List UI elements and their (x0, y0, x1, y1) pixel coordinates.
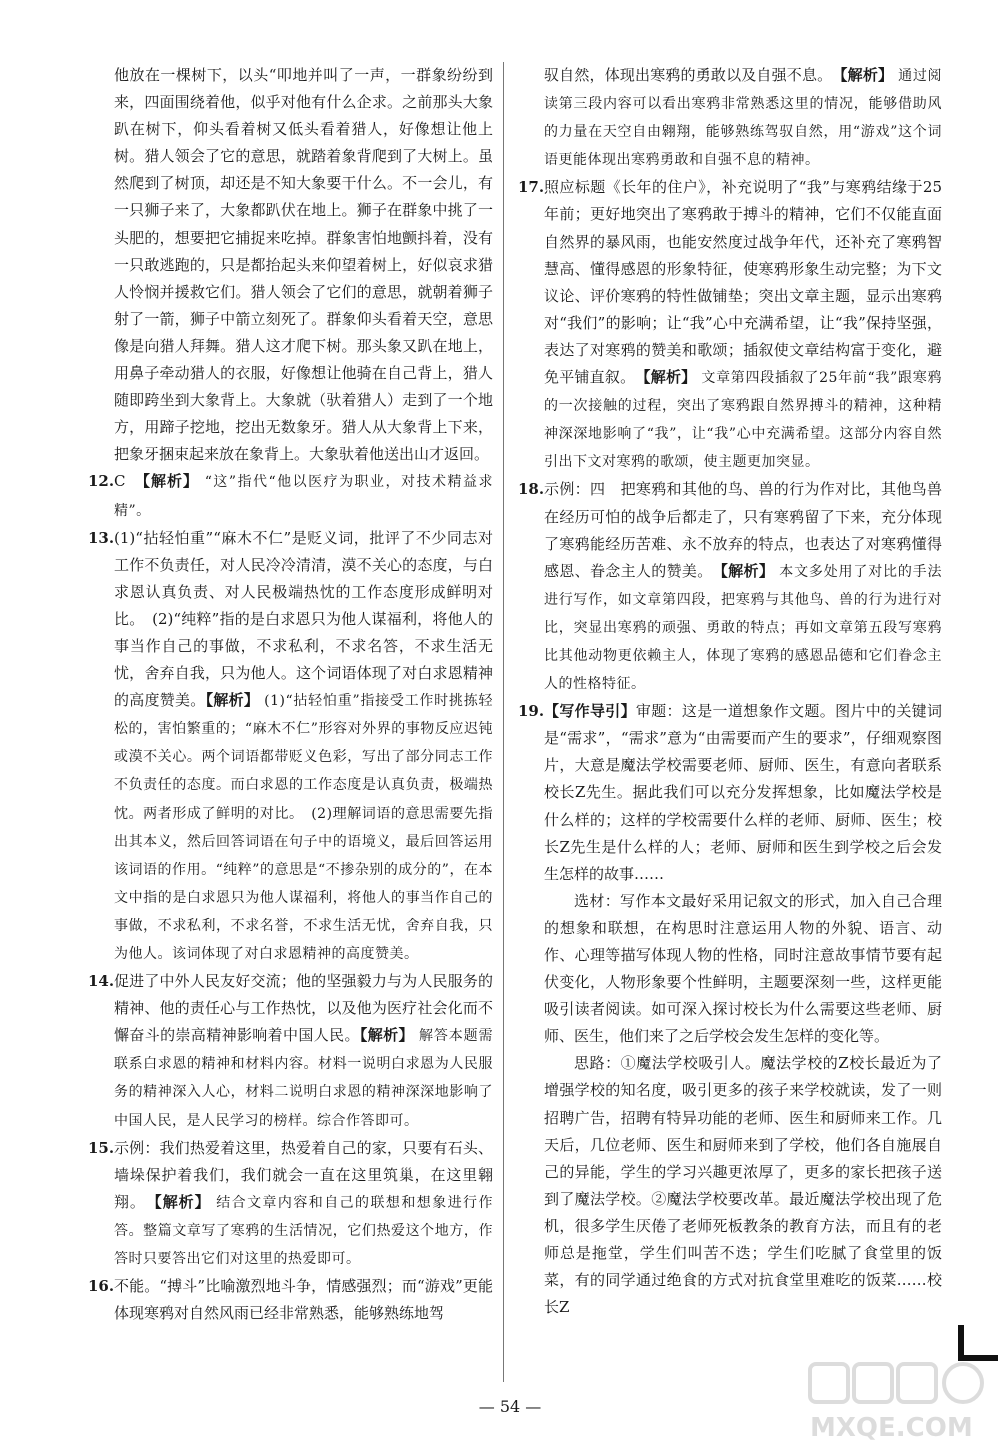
analysis-tag: 【解析】 (643, 368, 697, 387)
item-answer: C (114, 472, 126, 491)
analysis-text: 文章第四段插叙了25年前“我”跟寒鸦的一次接触的过程，突出了寒鸦跟自然界搏斗的精神，这种精神深深地影响了“我”，让“我”心中充满希望。这部分内容自然引出下文对寒鸦的歌颂，使主题更加突显。 (544, 370, 942, 471)
idea-paragraph (518, 1050, 942, 1321)
idea-text: ①魔法学校吸引人。魔法学校的Z校长最近为了增强学校的知名度，吸引更多的孩子来学校就读，发了一则招聘广告，招聘有特异功能的老师、医生和厨师来工作。几天后，几位老师、医生和厨师来到了学校，他们各自施展自己的异能，学生的学习兴趣更浓厚了，更多的家长把孩子送到了魔法学校。②魔法学校要改革。最近魔法学校出现了危机，很多学生厌倦了老师死板教条的教育方法，而且有的老师总是拖堂，学生们叫苦不迭；学生们吃腻了食堂里的饭菜，有的同学通过绝食的方式对抗食堂里难吃的饭菜……校长Z (544, 1054, 942, 1317)
analysis-tag: 【解析】 (142, 472, 199, 491)
item-number: 12. (88, 472, 115, 491)
analysis-tag: 【解析】 (720, 561, 775, 580)
item-number: 19. (518, 702, 545, 721)
answer-item-16 (88, 1273, 493, 1327)
writing-guide-tag: 【写作导引】 (544, 702, 636, 721)
right-column (518, 62, 942, 1321)
item-answer: 示例：我们热爱着这里，热爱着自己的家，只要有石头、墙垛保护着我们，我们就会一直在这里筑巢，在这里翱翔。 (114, 1138, 493, 1211)
item-answer: 照应标题《长年的住户》，补充说明了“我”与寒鸦结缘于25年前；更好地突出了寒鸦敢于搏斗的精神，它们不仅能直面自然界的暴风雨，也能安然度过战争年代，还补充了寒鸦智慧高、懂得感恩的形象特征，使寒鸦形象生动完整；为下文议论、评价寒鸦的特性做铺垫；突出文章主题，显示出寒鸦对“我们”的影响；让“我”心中充满希望，让“我”保持坚强，表达了对寒鸦的赞美和歌颂；插叙使文章结构富于变化，避免平铺直叙。 (544, 178, 942, 387)
analysis-tag: 【解析】 (205, 691, 260, 710)
item-answer: 驭自然，体现出寒鸦的勇敢以及自强不息。 (544, 66, 825, 84)
answer-item-15 (88, 1135, 493, 1273)
item-number: 15. (88, 1138, 115, 1157)
analysis-text: (1)“拈轻怕重”指接受工作时挑拣轻松的，害怕繁重的；“麻木不仁”形容对外界的事物反应迟钝或漠不关心。两个词语都带贬义色彩，写出了部分同志工作不负责任的态度。而白求恩的工作态度是认真负责，极端热忱。两者形成了鲜明的对比。 (2)理解词语的意思需要先指出其本义，然后回答词语在句子中的语境义，最后回答运用该词语的作用。“纯粹”的意思是“不掺杂别的成分的”，在本文中指的是白求恩只为他人谋福利，将他人的事当作自己的事做，不求私利，不求名誉，不求生活无忧，舍弃自我，只为他人。该词体现了对白求恩精神的高度赞美。 (114, 693, 493, 962)
material-label: 选材： (574, 891, 621, 910)
analysis-text: 结合文章内容和自己的联想和想象进行作答。整篇文章写了寒鸦的生活情况，它们热爱这个地方，作答时只要答出它们对这里的热爱即可。 (114, 1194, 493, 1268)
item-11-continuation: 他放在一棵树下，以头“叩地并叫了一声，一群象纷纷到来，四面围绕着他，似乎对他有什么企求。之前那头大象趴在树下，仰头看着树又低头看着猎人，好像想让他上树。猎人领会了它的意思，就踏着象背爬到了大树上。虽然爬到了树顶，却还是不知大象要干什么。不一会儿，有一只狮子来了，大象都趴伏在地上。狮子在群象中挑了一头肥的，想要把它捕捉来吃掉。群象害怕地颤抖着，没有一只敢逃跑的，只是都抬起头来仰望着树上，好似哀求猎人怜悯并援救它们。猎人领会了它们的意思，就朝着狮子射了一箭，狮子中箭立刻死了。群象仰头看着天空，意思像是向猎人拜舞。猎人这才爬下树。那头象又趴在地上，用鼻子牵动猎人的衣服，好像想让他骑在自己背上，猎人随即跨坐到大象背上。大象就（驮着猎人）走到了一个地方，用蹄子挖地，挖出无数象牙。猎人从大象背上下来，把象牙捆束起来放在象背上。大象驮着他送出山才返回。 (114, 66, 493, 464)
item-number: 13. (88, 528, 115, 547)
watermark-logo (808, 1360, 993, 1440)
answer-item-14 (88, 968, 493, 1135)
answer-item-13 (88, 525, 493, 969)
item-answer: 示例：四 把寒鸦和其他的鸟、兽的行为作对比，其他鸟兽在经历可怕的战争后都走了，只有寒鸦留了下来，充分体现了寒鸦能经历苦难、永不放弃的特点，也表达了对寒鸦懂得感恩、眷念主人的赞美。 (544, 480, 942, 580)
answer-item-17 (518, 174, 942, 476)
answer-item-19 (518, 698, 942, 888)
item-answer: 不能。“搏斗”比喻激烈地斗争，情感强烈；而“游戏”更能体现寒鸦对自然风雨已经非常熟悉，能够熟练地驾 (114, 1277, 493, 1323)
item-number: 16. (88, 1277, 115, 1296)
column-divider (503, 62, 504, 1382)
topic-label: 审题： (635, 702, 682, 721)
topic-text: 这是一道想象作文题。图片中的关键词是“需求”，“需求”意为“由需要而产生的要求”，仔细观察图片，大意是魔法学校需要老师、厨师、医生，有意向者联系校长Z先生。据此我们可以充分发挥想象，比如魔法学校是什么样的；这样的学校需要什么样的老师、厨师、医生；校长Z先生是什么样的人；老师、厨师和医生到学校之后会发生怎样的故事…… (544, 702, 942, 883)
analysis-tag: 【解析】 (154, 1192, 211, 1211)
left-column (88, 62, 493, 1327)
idea-label: 思路： (574, 1054, 621, 1073)
material-paragraph (518, 888, 942, 1051)
analysis-text: “这”指代“他以医疗为职业，对技术精益求精”。 (114, 474, 493, 519)
analysis-text: 解答本题需联系白求恩的精神和材料内容。材料一说明白求恩为人民服务的精神深入人心，材料二说明白求恩的精神深深地影响了中国人民，是人民学习的榜样。综合作答即可。 (114, 1028, 493, 1129)
item-16-continuation (518, 62, 942, 174)
item-answer: 促进了中外人民友好交流；他的坚强毅力与为人民服务的精神、他的责任心与工作热忱，以及他为医疗社会化而不懈奋斗的崇高精神影响着中国人民。 (114, 972, 493, 1045)
analysis-tag: 【解析】 (839, 66, 894, 84)
analysis-text: 通过阅读第三段内容可以看出寒鸦非常熟悉这里的情况，能够借助风的力量在天空自由翱翔，能够熟练驾驭自然，用“游戏”这个词语更能体现出寒鸦勇敢和自强不息的精神。 (544, 68, 942, 169)
analysis-tag: 【解析】 (359, 1026, 414, 1045)
material-text: 写作本文最好采用记叙文的形式，加入自己合理的想象和联想，在构思时注意运用人物的外貌、语言、动作、心理等描写体现人物的性格，同时注意故事情节要有起伏变化，人物形象要个性鲜明，主题要深刻一些，这样更能吸引读者阅读。如可深入探讨校长为什么需要这些老师、厨师、医生，他们来了之后学校会发生怎样的变化等。 (544, 891, 942, 1046)
item-number: 17. (518, 178, 545, 197)
svg-text:MXQE.COM: MXQE.COM (810, 1413, 973, 1440)
analysis-text: 本文多处用了对比的手法进行写作，如文章第四段，把寒鸦与其他鸟、兽的行为进行对比，突显出寒鸦的顽强、勇敢的特点；再如文章第五段写寒鸦比其他动物更依赖主人，体现了寒鸦的感恩品德和它们眷念主人的性格特征。 (544, 563, 942, 693)
corner-bracket-mark (958, 1325, 998, 1361)
item-answer: (1)“拈轻怕重”“麻木不仁”是贬义词，批评了不少同志对工作不负责任，对人民冷冷清清，漠不关心的态度，与白求恩认真负责、对人民极端热忱的工作态度形成鲜明对比。 (2)“纯粹”指的是白求恩只为他人谋福利，将他人的事当作自己的事做，不求私利，不求名答，不求生活无忧，舍弃自我，只为他人。这个词语体现了对白求恩精神的高度赞美。 (114, 528, 493, 710)
item-number: 14. (88, 972, 115, 991)
page-number: — 54 — (478, 1397, 542, 1416)
answer-item-12 (88, 468, 493, 524)
answer-item-18 (518, 476, 942, 698)
item-number: 18. (518, 480, 545, 499)
